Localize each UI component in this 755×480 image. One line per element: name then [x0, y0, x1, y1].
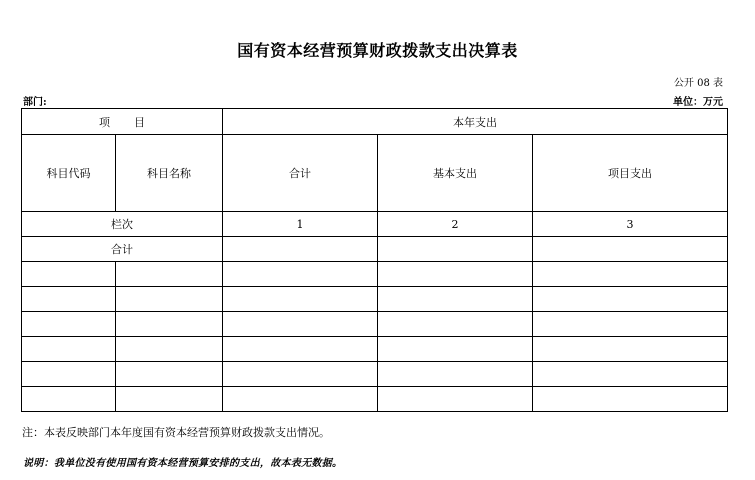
- table-header-row: [22, 109, 728, 135]
- table-cell: [223, 362, 378, 387]
- subject-code-header: 科目代码: [22, 135, 116, 212]
- table-cell: [223, 337, 378, 362]
- table-cell: [223, 237, 378, 262]
- table-cell: [533, 387, 728, 412]
- total-row: [22, 237, 728, 262]
- page-title: 国有资本经营预算财政拨款支出决算表: [237, 41, 518, 60]
- column-index-cell: 2: [378, 212, 533, 237]
- table-column-header-row: [22, 135, 728, 212]
- total-header: 合计: [223, 135, 378, 212]
- form-number: 公开 08 表: [673, 78, 723, 89]
- table-cell: [533, 312, 728, 337]
- table-row: [22, 287, 728, 312]
- table-cell: [378, 387, 533, 412]
- row-index-label: 栏次: [22, 212, 223, 237]
- column-index-row: [22, 212, 728, 237]
- table-row: [22, 362, 728, 387]
- table-cell: [223, 287, 378, 312]
- explanation-text: 说明：我单位没有使用国有资本经营预算安排的支出，故本表无数据。: [23, 458, 343, 469]
- project-expenditure-header: 项目支出: [533, 135, 728, 212]
- table-cell: [223, 262, 378, 287]
- table-cell: [533, 262, 728, 287]
- table-row: [22, 387, 728, 412]
- table-cell: [378, 362, 533, 387]
- table-row: [22, 262, 728, 287]
- item-header-cell: 项 目: [22, 109, 223, 135]
- table-cell: [533, 362, 728, 387]
- table-cell: [533, 237, 728, 262]
- table-cell: [223, 312, 378, 337]
- subject-name-header: 科目名称: [116, 135, 223, 212]
- table-cell: [378, 337, 533, 362]
- table-cell: [116, 262, 223, 287]
- column-index-cell: 1: [223, 212, 378, 237]
- table-cell: [116, 287, 223, 312]
- table-cell: [22, 312, 116, 337]
- unit-label: 单位：万元: [673, 97, 723, 108]
- table-cell: [533, 337, 728, 362]
- table-cell: [378, 312, 533, 337]
- column-index-cell: 3: [533, 212, 728, 237]
- table-cell: [22, 262, 116, 287]
- table-cell: [223, 387, 378, 412]
- department-label: 部门:: [23, 97, 47, 108]
- table-note: 注：本表反映部门本年度国有资本经营预算财政拨款支出情况。: [22, 426, 330, 439]
- table-cell: [378, 287, 533, 312]
- table-cell: [116, 337, 223, 362]
- table-cell: [116, 387, 223, 412]
- table-cell: [116, 362, 223, 387]
- current-year-expenditure-header: 本年支出: [223, 109, 728, 135]
- table-cell: [22, 362, 116, 387]
- table-cell: [533, 287, 728, 312]
- table-row: [22, 337, 728, 362]
- table-cell: [378, 237, 533, 262]
- table-cell: [378, 262, 533, 287]
- table-cell: [22, 287, 116, 312]
- table-cell: [116, 312, 223, 337]
- total-row-label: 合计: [22, 237, 223, 262]
- table-cell: [22, 387, 116, 412]
- expenditure-table: [21, 108, 728, 412]
- basic-expenditure-header: 基本支出: [378, 135, 533, 212]
- table-cell: [22, 337, 116, 362]
- table-row: [22, 312, 728, 337]
